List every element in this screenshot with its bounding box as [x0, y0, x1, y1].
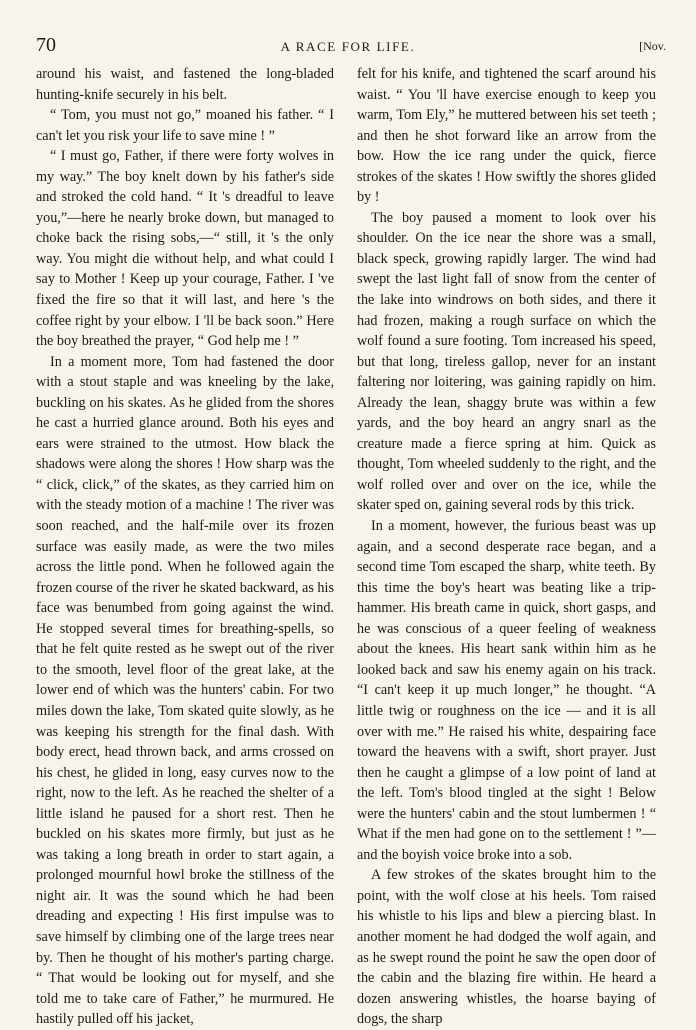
paragraph: “ I must go, Father, if there were forty wolves in my way.” The boy knelt down by his father's side and stroked the cold hand. “ It 's dreadful to leave you,”—here he nearly broke down, but managed to choke back the rising sobs,—“ still, it 's the only way. You might die without help, and what could I say to Mother ! Keep up your courage, Father. I 've fixed the fire so that it will last, and here 's the coffee right by your elbow. I 'll be back soon.” Here the boy breathed the prayer, “ God help me ! ”	[36, 148, 334, 350]
running-title: A RACE FOR LIFE.	[280, 39, 416, 54]
paragraph: “ Tom, you must not go,” moaned his father. “ I can't let you risk your life to save mine ! ”	[36, 107, 334, 144]
left-column	[36, 64, 334, 1030]
paragraph: In a moment, however, the furious beast was up again, and a second desperate race began, and a second time Tom escaped the sharp, white teeth. By this time the boy's heart was beating like a trip-hammer. His breath came in quick, short gasps, and he was conscious of a queer feeling of weakness about the knees. His heart sank within him as he looked back and saw his enemy again on his track. “I can't keep it up much longer,” he thought. “A little twig or roughness on the ice — and it is all over with me.” He raised his white, despairing face toward the heavens with a swift, short prayer. Just then he caught a glimpse of a low point of land at the left. Tom's blood tingled at the sight ! Below were the hunters' cabin and the stout lumbermen ! “ What if the men had gone on to the settlement ! ”— and the boyish voice broke into a sob.	[357, 518, 656, 863]
page-number: 70	[36, 34, 56, 56]
month-label: [Nov.	[639, 39, 666, 53]
paragraph: A few strokes of the skates brought him to the point, with the wolf close at his heels. Tom raised his whistle to his lips and blew a piercing blast. In another moment he had dodged the wolf again, and as he swept round the point he saw the open door of the cabin and the blazing fire within. He heard a dozen answering whistles, the hoarse baying of dogs, the sharp	[357, 867, 656, 1028]
page-header	[36, 34, 666, 58]
paragraph: In a moment more, Tom had fastened the door with a stout staple and was kneeling by the lake, buckling on his skates. As he glided from the shores he cast a hurried glance around. Both his eyes and ears were strained to the utmost. How black the shadows were along the shores ! How sharp was the “ click, click,” of the skates, as they carried him on with the steady motion of a machine ! The river was soon reached, and the half-mile over its frozen surface was easily made, as were the two miles across the little pond. When he followed again the frozen course of the river he skated backward, as his face was benumbed from going against the wind. He stopped several times for breathing-spells, so that he felt quite rested as he swept out of the river to the smooth, level floor of the great lake, at the lower end of which was the hunters' cabin. For two miles down the lake, Tom skated quite slowly, as he was keeping his strength for the final dash. With body erect, head thrown back, and arms crossed on his chest, he glided in long, easy curves now to the right, now to the left. As he reached the shelter of a little island he paused for a short rest. Then he buckled on his skates more firmly, but just as he was taking a long breath in order to start again, a prolonged mournful howl broke the stillness of the night air. It was the sound which he had been dreading and expecting ! His first impulse was to save himself by climbing one of the large trees near by. Then he thought of his mother's parting charge. “ That would be looking out for myself, and she told me to take care of Father,” he murmured. He hastily pulled off his jacket,	[36, 353, 334, 1028]
paragraph: felt for his knife, and tightened the scarf around his waist. “ You 'll have exercise enough to keep you warm, Tom Ely,” he muttered between his set teeth ; and then he shot forward like an arrow from the bow. How the ice rang under the quick, fierce strokes of the skates ! How swiftly the shores glided by !	[357, 66, 656, 206]
right-column	[357, 64, 656, 1030]
paragraph: around his waist, and fastened the long-bladed hunting-knife securely in his belt.	[36, 66, 334, 103]
paragraph: The boy paused a moment to look over his shoulder. On the ice near the shore was a small, black speck, growing rapidly larger. The wind had swept the last light fall of snow from the center of the lake into windrows on both sides, and there it had frozen, making a rough surface on which the wolf found a sure footing. Tom increased his speed, but that long, tireless gallop, never for an instant faltering nor loitering, was gaining rapidly on him. Already the lean, shaggy brute was within a few yards, and the boy heard an angry snarl as the creature made a fierce spring at him. Quick as thought, Tom wheeled suddenly to the right, and the wolf rolled over and over on the ice, while the skater sped on, gaining several rods by this trick.	[357, 209, 656, 514]
